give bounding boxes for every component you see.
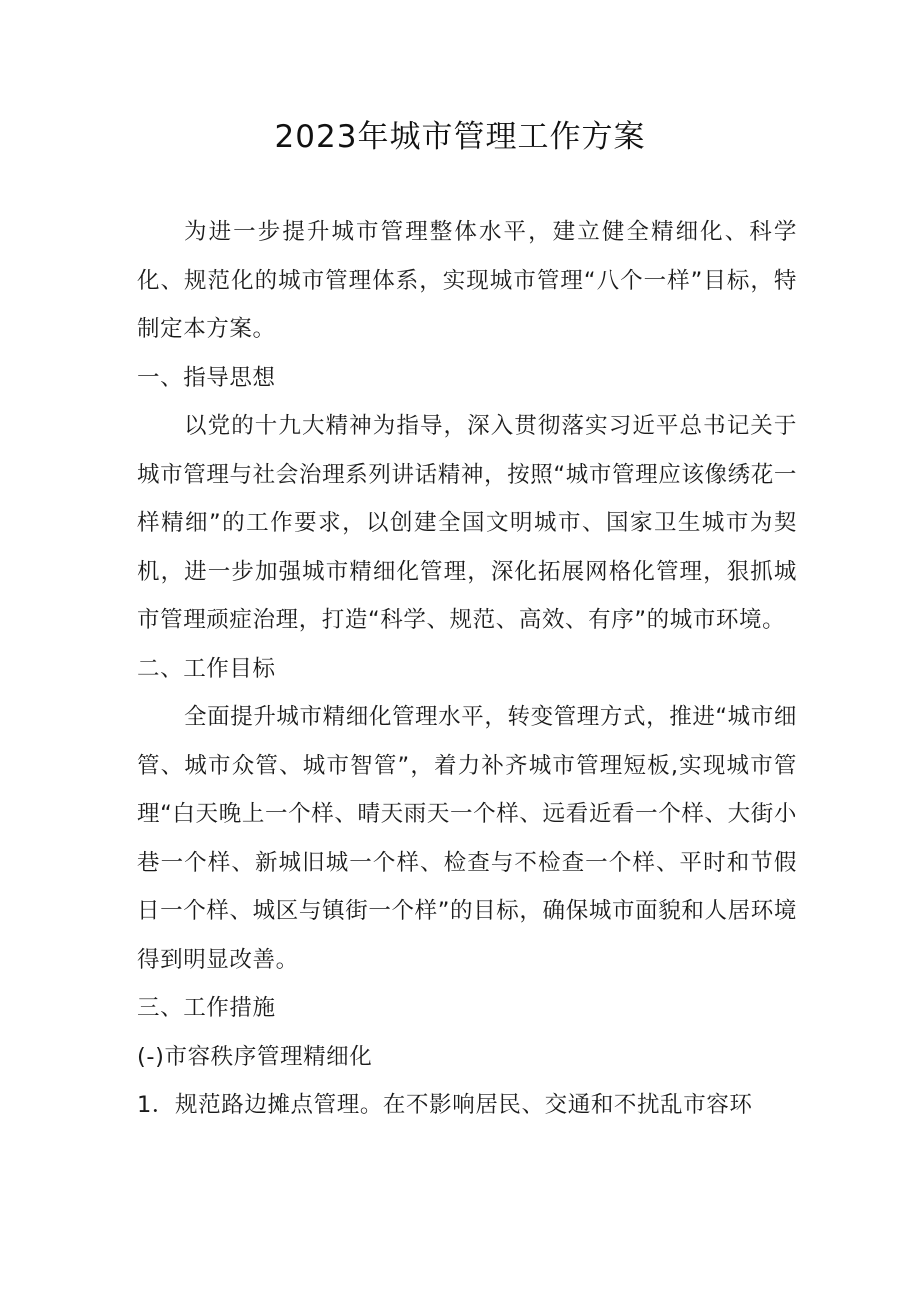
section-heading-guiding-ideology: 一、指导思想: [137, 364, 276, 391]
work-goals-paragraph: 全面提升城市精细化管理水平，转变管理方式，推进“城市细管、城市众管、城市智管”，着力补齐城市管理短板,实现城市管理“白天晚上一个样、晴天雨天一个样、远看近看一个样、大街小巷一个样、新城旧城一个样、检查与不检查一个样、平时和节假日一个样、城区与镇街一个样”的目标，确保城市面貌和人居环境得到明显改善。: [137, 704, 797, 973]
document-title: 2023年城市管理工作方案: [274, 119, 646, 155]
guiding-ideology-paragraph: 以党的十九大精神为指导，深入贯彻落实习近平总书记关于城市管理与社会治理系列讲话精神，按照“城市管理应该像绣花一样精细”的工作要求，以创建全国文明城市、国家卫生城市为契机，进一步加强城市精细化管理，深化拓展网格化管理，狠抓城市管理顽症治理，打造“科学、规范、高效、有序”的城市环境。: [137, 413, 797, 633]
subsection-heading-city-order: (-)市容秩序管理精细化: [137, 1043, 373, 1070]
document-body: [137, 208, 797, 1130]
intro-paragraph: 为进一步提升城市管理整体水平，建立健全精细化、科学化、规范化的城市管理体系，实现城市管理“八个一样”目标，特制定本方案。: [137, 219, 797, 342]
section-heading-work-measures: 三、工作措施: [137, 995, 276, 1021]
list-item-street-stalls: 1．规范路边摊点管理。在不影响居民、交通和不扰乱市容环: [137, 1092, 753, 1118]
section-heading-work-goals: 二、工作目标: [137, 655, 276, 682]
